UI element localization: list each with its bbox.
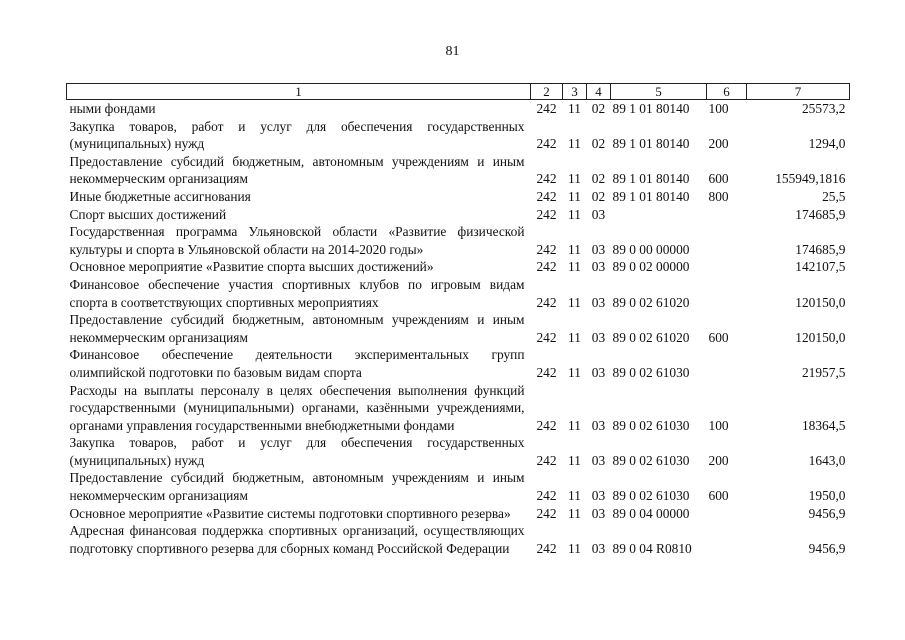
row-expense-type: 600 [708, 488, 729, 504]
row-subsection: 03 [591, 259, 606, 275]
row-expense-type [707, 258, 747, 276]
row-grbs: 242 [536, 188, 557, 204]
row-name: Основное мероприятие «Развитие спорта высших достижений» [69, 259, 434, 275]
row-amount: 18364,5 [801, 417, 846, 433]
row-grbs: 242 [536, 488, 557, 504]
row-section: 11 [568, 540, 581, 556]
row-expense-type [707, 522, 747, 557]
row-subsection: 03 [591, 417, 606, 433]
row-target-article: 89 0 02 61030 [612, 417, 690, 433]
col-header-subsection: 4 [587, 84, 611, 100]
row-target-article: 89 1 01 80140 [612, 188, 690, 204]
row-name: Спорт высших достижений [69, 206, 227, 222]
budget-table [66, 83, 850, 557]
row-section: 11 [568, 329, 581, 345]
table-row [67, 188, 850, 206]
row-amount: 174685,9 [795, 206, 846, 222]
row-name: Предоставление субсидий бюджетным, автономным учреждениям и иным некоммерческим организациям [69, 470, 525, 504]
table-row [67, 206, 850, 224]
row-section: 11 [568, 101, 581, 116]
row-grbs: 242 [536, 241, 557, 257]
page-number: 81 [445, 44, 460, 59]
row-expense-type [707, 206, 747, 224]
row-name: Адресная финансовая поддержка спортивных организаций, осуществляющих подготовку спортивного резерва для сборных команд Российской Федерации [69, 523, 525, 556]
row-expense-type: 100 [708, 417, 729, 433]
row-target-article: 89 0 02 61030 [612, 488, 690, 504]
row-amount: 120150,0 [795, 294, 846, 310]
row-name: Финансовое обеспечение деятельности экспериментальных групп олимпийской подготовки по базовым видам спорта [69, 347, 525, 380]
row-grbs: 242 [536, 540, 557, 556]
col-header-expense-type: 6 [707, 84, 747, 100]
row-subsection: 03 [591, 488, 606, 504]
row-subsection: 02 [591, 171, 606, 187]
row-target-article: 89 0 04 00000 [612, 505, 690, 521]
row-section: 11 [568, 171, 581, 187]
row-name: Иные бюджетные ассигнования [69, 188, 251, 204]
table-row [67, 469, 850, 504]
row-name: ными фондами [69, 101, 156, 116]
row-target-article: 89 1 01 80140 [612, 101, 690, 116]
row-grbs: 242 [536, 259, 557, 275]
table-row [67, 276, 850, 311]
row-amount: 1294,0 [808, 136, 846, 152]
row-grbs: 242 [536, 294, 557, 310]
table-row [67, 522, 850, 557]
row-target-article: 89 1 01 80140 [612, 136, 690, 152]
row-name: Государственная программа Ульяновской области «Развитие физической культуры и спорта в Ульяновской области на 2014-2020 годы» [69, 224, 525, 257]
row-grbs: 242 [536, 101, 557, 116]
row-section: 11 [568, 488, 581, 504]
row-amount: 142107,5 [795, 259, 846, 275]
row-subsection: 03 [591, 364, 606, 380]
row-name: Предоставление субсидий бюджетным, автономным учреждениям и иным некоммерческим организациям [69, 312, 525, 345]
table-row [67, 311, 850, 346]
table-row [67, 346, 850, 381]
row-grbs: 242 [536, 505, 557, 521]
row-section: 11 [568, 417, 581, 433]
row-section: 11 [568, 452, 581, 468]
row-name: Основное мероприятие «Развитие системы подготовки спортивного резерва» [69, 505, 511, 521]
row-target-article: 89 0 02 61030 [612, 452, 690, 468]
row-expense-type: 800 [708, 188, 729, 204]
row-expense-type [707, 276, 747, 311]
row-subsection: 02 [591, 188, 606, 204]
table-body [67, 100, 850, 558]
table-header [67, 84, 850, 100]
row-name: Предоставление субсидий бюджетным, автономным учреждениям и иным некоммерческим организациям [69, 153, 525, 187]
table-row [67, 505, 850, 523]
col-header-target-article: 5 [611, 84, 707, 100]
row-expense-type: 200 [708, 452, 729, 468]
table-row [67, 223, 850, 258]
row-amount: 9456,9 [808, 540, 846, 556]
row-target-article: 89 1 01 80140 [612, 171, 690, 187]
table-row [67, 258, 850, 276]
header-row [67, 84, 850, 100]
row-name: Закупка товаров, работ и услуг для обеспечения государственных (муниципальных) нужд [69, 435, 525, 468]
row-expense-type: 600 [708, 329, 729, 345]
table-row [67, 153, 850, 188]
row-section: 11 [568, 241, 581, 257]
row-amount: 25,5 [822, 188, 846, 204]
row-expense-type [707, 505, 747, 523]
row-target-article: 89 0 02 61020 [612, 329, 690, 345]
row-grbs: 242 [536, 364, 557, 380]
row-target-article: 89 0 02 00000 [612, 259, 690, 275]
row-section: 11 [568, 294, 581, 310]
row-section: 11 [568, 206, 581, 222]
row-grbs: 242 [536, 417, 557, 433]
row-name: Закупка товаров, работ и услуг для обеспечения государственных (муниципальных) нужд [69, 118, 525, 152]
row-subsection: 03 [591, 505, 606, 521]
row-amount: 155949,1816 [775, 171, 846, 187]
row-name: Финансовое обеспечение участия спортивных клубов по игровым видам спорта в соответствующих спортивных мероприятиях [69, 276, 525, 310]
row-expense-type [707, 346, 747, 381]
row-amount: 9456,9 [808, 505, 846, 521]
row-amount: 1950,0 [808, 488, 846, 504]
row-subsection: 03 [591, 294, 606, 310]
row-target-article: 89 0 04 R0810 [612, 540, 692, 556]
row-grbs: 242 [536, 329, 557, 345]
row-target-article [611, 206, 707, 224]
row-subsection: 02 [591, 101, 606, 116]
col-header-grbs: 2 [531, 84, 563, 100]
row-expense-type: 600 [708, 171, 729, 187]
row-subsection: 03 [591, 540, 606, 556]
row-subsection: 03 [591, 241, 606, 257]
row-target-article: 89 0 00 00000 [612, 241, 690, 257]
row-amount: 25573,2 [801, 101, 846, 116]
row-section: 11 [568, 505, 581, 521]
col-header-name: 1 [67, 84, 531, 100]
col-header-amount: 7 [747, 84, 850, 100]
row-name: Расходы на выплаты персоналу в целях обеспечения выполнения функций государственными (муниципальными) органами, казёнными учреждениями, органами управления государственными внебюджетными фондами [69, 382, 525, 433]
row-amount: 120150,0 [795, 329, 846, 345]
row-section: 11 [568, 188, 581, 204]
table-row [67, 382, 850, 435]
row-grbs: 242 [536, 136, 557, 152]
row-amount: 174685,9 [795, 241, 846, 257]
row-subsection: 03 [591, 452, 606, 468]
row-amount: 1643,0 [808, 452, 846, 468]
row-subsection: 03 [591, 329, 606, 345]
row-amount: 21957,5 [801, 364, 846, 380]
row-target-article: 89 0 02 61030 [612, 364, 690, 380]
row-grbs: 242 [536, 206, 557, 222]
row-target-article: 89 0 02 61020 [612, 294, 690, 310]
row-subsection: 02 [591, 136, 606, 152]
row-section: 11 [568, 364, 581, 380]
table-row [67, 434, 850, 469]
table-row [67, 100, 850, 118]
row-expense-type: 100 [708, 101, 729, 116]
row-section: 11 [568, 136, 581, 152]
col-header-section: 3 [563, 84, 587, 100]
row-grbs: 242 [536, 452, 557, 468]
row-section: 11 [568, 259, 581, 275]
row-expense-type: 200 [708, 136, 729, 152]
row-subsection: 03 [591, 206, 606, 222]
row-grbs: 242 [536, 171, 557, 187]
table-row [67, 118, 850, 153]
row-expense-type [707, 223, 747, 258]
